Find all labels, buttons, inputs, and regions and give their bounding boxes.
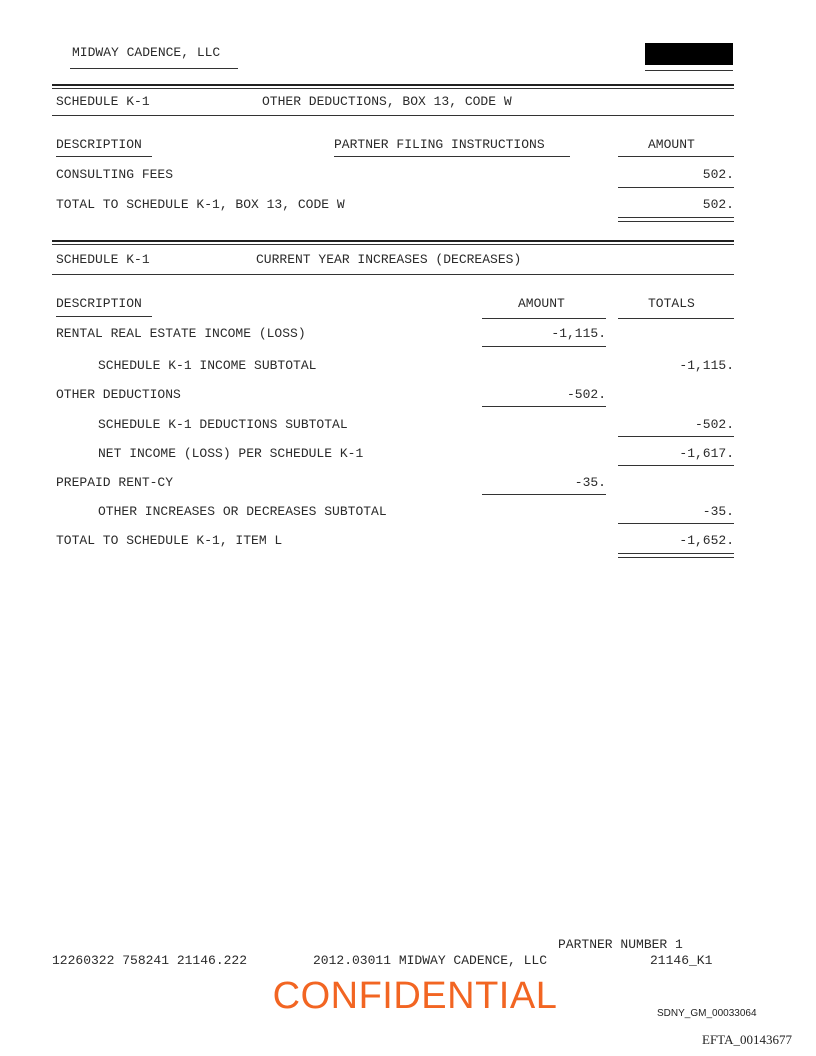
- total-rule: [618, 523, 734, 524]
- section2-col-totals: TOTALS: [648, 296, 695, 311]
- footer-return-id: 2012.03011 MIDWAY CADENCE, LLC: [313, 953, 548, 968]
- company-name: MIDWAY CADENCE, LLC: [72, 45, 221, 60]
- row-label: TOTAL TO SCHEDULE K-1, ITEM L: [56, 533, 283, 548]
- row-amount: -35.: [574, 475, 606, 490]
- amount-rule: [618, 187, 734, 188]
- section2-col-description: DESCRIPTION: [56, 296, 142, 311]
- amount-underline: [618, 156, 734, 157]
- totals-underline: [618, 318, 734, 319]
- section2-top-rule-2: [52, 244, 734, 245]
- row-label: TOTAL TO SCHEDULE K-1, BOX 13, CODE W: [56, 197, 345, 212]
- amount-rule: [482, 406, 606, 407]
- section2-schedule: SCHEDULE K-1: [56, 252, 150, 267]
- total-double-rule-1: [618, 217, 734, 218]
- description-underline: [56, 316, 152, 317]
- section1-top-rule: [52, 84, 734, 86]
- description-underline: [56, 156, 152, 157]
- row-total: -502.: [694, 417, 734, 432]
- row-total: -35.: [702, 504, 734, 519]
- row-total: -1,617.: [679, 446, 734, 461]
- section2-top-rule: [52, 240, 734, 242]
- section1-schedule: SCHEDULE K-1: [56, 94, 150, 109]
- amount-rule: [482, 494, 606, 495]
- section1-title-rule: [52, 115, 734, 116]
- confidential-stamp: CONFIDENTIAL: [272, 975, 558, 1017]
- row-total: -1,652.: [679, 533, 734, 548]
- instructions-underline: [334, 156, 570, 157]
- row-label: CONSULTING FEES: [56, 167, 174, 182]
- section1-col-amount: AMOUNT: [648, 137, 695, 152]
- total-double-rule-2: [618, 557, 734, 558]
- redaction-box: [645, 43, 733, 65]
- section2-title-rule: [52, 274, 734, 275]
- row-label: OTHER INCREASES OR DECREASES SUBTOTAL: [98, 504, 387, 519]
- row-label: RENTAL REAL ESTATE INCOME (LOSS): [56, 326, 306, 341]
- row-label: SCHEDULE K-1 DEDUCTIONS SUBTOTAL: [98, 417, 348, 432]
- efta-number: EFTA_00143677: [702, 1032, 792, 1047]
- section1-top-rule-2: [52, 88, 734, 89]
- section1-col-instructions: PARTNER FILING INSTRUCTIONS: [334, 137, 545, 152]
- total-double-rule-2: [618, 221, 734, 222]
- section2-col-amount: AMOUNT: [518, 296, 565, 311]
- footer-codes: 12260322 758241 21146.222: [52, 953, 248, 968]
- row-label: SCHEDULE K-1 INCOME SUBTOTAL: [98, 358, 317, 373]
- bates-number: SDNY_GM_00033064: [657, 1008, 757, 1019]
- partner-number: PARTNER NUMBER 1: [558, 937, 683, 952]
- row-amount: -502.: [566, 387, 606, 402]
- row-amount: -1,115.: [551, 326, 606, 341]
- company-underline: [70, 68, 238, 69]
- amount-underline: [482, 318, 606, 319]
- total-rule: [618, 436, 734, 437]
- row-total: -1,115.: [679, 358, 734, 373]
- row-label: PREPAID RENT-CY: [56, 475, 174, 490]
- total-double-rule-1: [618, 553, 734, 554]
- section2-title: CURRENT YEAR INCREASES (DECREASES): [256, 252, 522, 267]
- section1-title: OTHER DEDUCTIONS, BOX 13, CODE W: [262, 94, 512, 109]
- row-label: NET INCOME (LOSS) PER SCHEDULE K-1: [98, 446, 364, 461]
- redaction-underline: [645, 70, 733, 71]
- row-amount: 502.: [702, 167, 734, 182]
- total-rule: [618, 465, 734, 466]
- row-amount: 502.: [702, 197, 734, 212]
- section1-col-description: DESCRIPTION: [56, 137, 142, 152]
- amount-rule: [482, 346, 606, 347]
- row-label: OTHER DEDUCTIONS: [56, 387, 181, 402]
- footer-form-code: 21146_K1: [650, 953, 713, 968]
